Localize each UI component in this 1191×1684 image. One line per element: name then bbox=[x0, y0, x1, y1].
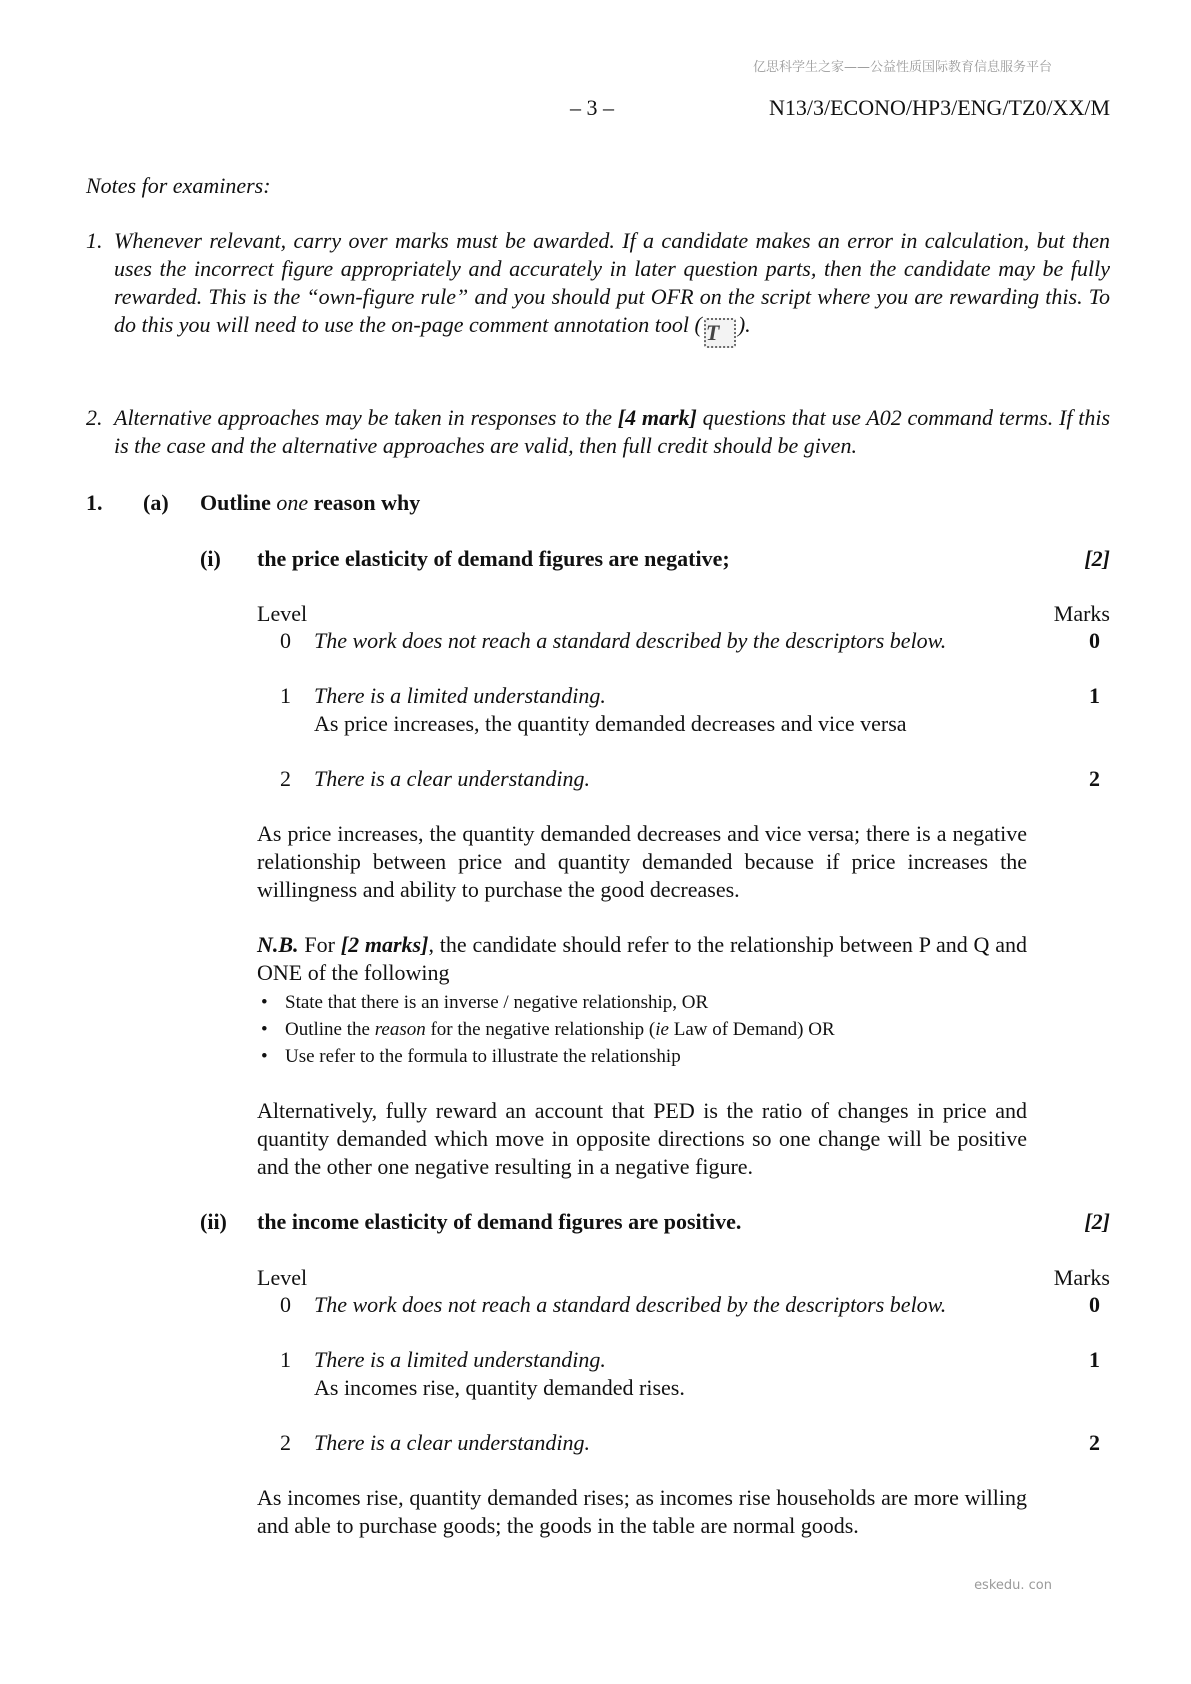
level-number: 2 bbox=[280, 766, 291, 791]
note-text-part: Whenever relevant, carry over marks must be awarded. If a candidate makes an error in calculation, but then uses the incorrect figure appropriately and accurately in later question parts, then the candidate may be fully rewarded. This is the “own-figure rule” and you should put OFR on the script where you are rewarding this. To do this you will need to use the on-page comment annotation tool ( bbox=[114, 228, 1110, 337]
watermark-top: 亿思科学生之家——公益性质国际教育信息服务平台 bbox=[752, 60, 1052, 75]
page-number: – 3 – bbox=[570, 95, 614, 120]
level-descriptor: There is a clear understanding. bbox=[314, 766, 590, 791]
note-item-2 bbox=[86, 404, 1110, 460]
notes-title: Notes for examiners: bbox=[86, 173, 271, 198]
subpart-text-i: the price elasticity of demand figures are negative; bbox=[257, 546, 730, 571]
nb-text: For bbox=[298, 932, 341, 957]
nb-marks: [2 marks] bbox=[340, 932, 429, 957]
paper-code: N13/3/ECONO/HP3/ENG/TZ0/XX/M bbox=[769, 95, 1110, 120]
level-descriptor: There is a limited understanding. bbox=[314, 1347, 606, 1372]
level-mark: 0 bbox=[1089, 1292, 1100, 1317]
list-item bbox=[257, 1016, 1037, 1043]
level-example: As incomes rise, quantity demanded rises. bbox=[314, 1375, 685, 1400]
bullet-text: for the negative relationship ( bbox=[425, 1019, 656, 1040]
level-mark: 0 bbox=[1089, 628, 1100, 653]
stem-text: Outline bbox=[200, 490, 277, 515]
bullet-emphasis: ie bbox=[655, 1019, 669, 1040]
level-example: As price increases, the quantity demanded decreases and vice versa bbox=[314, 711, 907, 736]
note-number: 2. bbox=[86, 405, 103, 430]
alternative-paragraph: Alternatively, fully reward an account that PED is the ratio of changes in price and quantity demanded which move in opposite directions so one change will be positive and the other one negative resulting in a negative figure. bbox=[257, 1098, 1027, 1179]
stem-text: reason why bbox=[308, 490, 421, 515]
note-number: 1. bbox=[86, 228, 103, 253]
subpart-text-ii: the income elasticity of demand figures are positive. bbox=[257, 1209, 742, 1234]
marks-header: Marks bbox=[1053, 1265, 1110, 1290]
question-part: (a) bbox=[143, 490, 169, 515]
bullet-emphasis: reason bbox=[374, 1019, 426, 1040]
nb-bullet-list bbox=[257, 989, 1037, 1070]
level-header: Level bbox=[257, 1265, 308, 1290]
stem-emphasis: one bbox=[276, 490, 309, 515]
answer-paragraph: As price increases, the quantity demanded decreases and vice versa; there is a negative relationship between price and quantity demanded because if price increases the willingness and ability to purchase the good decreases. bbox=[257, 821, 1027, 902]
subpart-label-ii: (ii) bbox=[200, 1209, 227, 1234]
level-descriptor: The work does not reach a standard described by the descriptors below. bbox=[314, 1292, 947, 1317]
nb-label: N.B. bbox=[257, 932, 299, 957]
level-descriptor: The work does not reach a standard described by the descriptors below. bbox=[314, 628, 947, 653]
level-number: 0 bbox=[280, 628, 291, 653]
marks-header: Marks bbox=[1053, 601, 1110, 626]
level-number: 1 bbox=[280, 683, 291, 708]
watermark-bottom: eskedu. con bbox=[974, 1578, 1052, 1593]
list-item: • State that there is an inverse / negative relationship, OR bbox=[257, 989, 1037, 1016]
level-number: 1 bbox=[280, 1347, 291, 1372]
note-text-part: questions that use A02 command terms. If this is the case and the alternative approaches are valid, then full credit should be given. bbox=[114, 405, 1111, 458]
question-number: 1. bbox=[86, 490, 103, 515]
level-mark: 2 bbox=[1089, 1430, 1100, 1455]
note-text-part: Alternative approaches may be taken in responses to the bbox=[114, 405, 618, 430]
level-mark: 2 bbox=[1089, 766, 1100, 791]
bullet-text: Outline the bbox=[285, 1019, 375, 1040]
subpart-label-i: (i) bbox=[200, 546, 221, 571]
level-mark: 1 bbox=[1089, 1347, 1100, 1372]
annotation-tool-icon: T bbox=[704, 318, 736, 348]
mark-emphasis: [4 mark] bbox=[617, 405, 697, 430]
level-mark: 1 bbox=[1089, 683, 1100, 708]
subpart-marks-i: [2] bbox=[1084, 546, 1110, 571]
bullet-text: Law of Demand) OR bbox=[668, 1019, 835, 1040]
note-text bbox=[114, 227, 1110, 348]
subpart-marks-ii: [2] bbox=[1084, 1209, 1110, 1234]
nb-paragraph bbox=[257, 931, 1027, 987]
question-stem bbox=[200, 489, 420, 517]
level-descriptor: There is a clear understanding. bbox=[314, 1430, 590, 1455]
note-text-part: ). bbox=[737, 312, 751, 337]
level-descriptor: There is a limited understanding. bbox=[314, 683, 606, 708]
answer-paragraph: As incomes rise, quantity demanded rises; as incomes rise households are more willing and able to purchase goods; the goods in the table are normal goods. bbox=[257, 1485, 1027, 1538]
nb-text: , the candidate should refer to the relationship between P and Q and ONE of the following bbox=[257, 932, 1028, 985]
note-text bbox=[114, 404, 1110, 460]
level-number: 0 bbox=[280, 1292, 291, 1317]
list-item: • Use refer to the formula to illustrate the relationship bbox=[257, 1043, 1037, 1070]
level-header: Level bbox=[257, 601, 308, 626]
note-item-1 bbox=[86, 227, 1110, 348]
level-number: 2 bbox=[280, 1430, 291, 1455]
